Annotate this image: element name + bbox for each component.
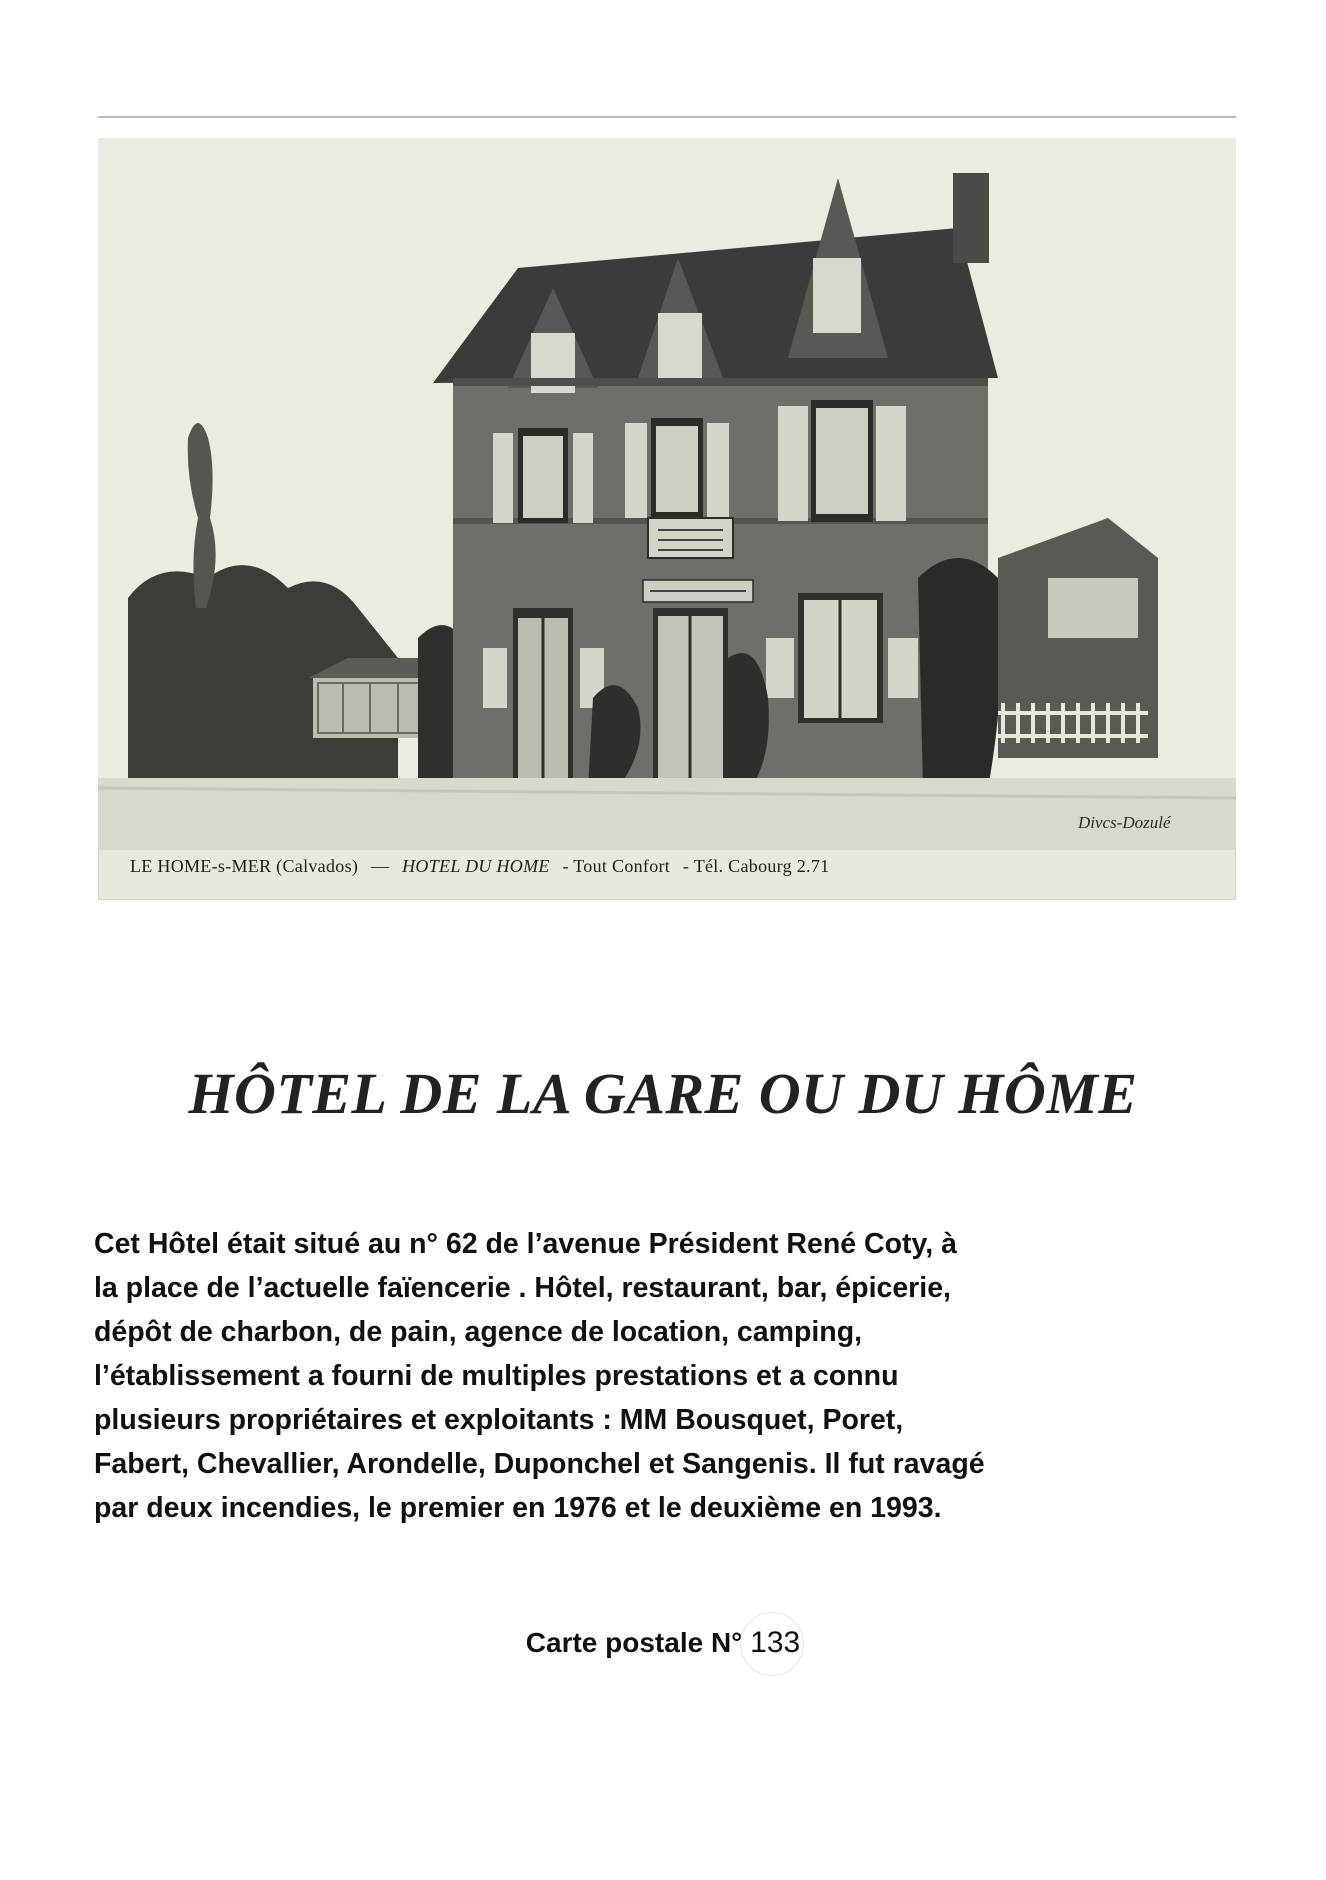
postcard-number-value: 133	[750, 1626, 801, 1659]
caption-comfort: - Tout Confort	[562, 856, 671, 876]
page-title: HÔTEL DE LA GARE OU DU HÔME	[188, 1061, 1138, 1126]
top-rule	[98, 116, 1236, 118]
postcard	[98, 138, 1236, 900]
body-line: Fabert, Chevallier, Arondelle, Duponchel et Sangenis. Il fut ravagé	[94, 1448, 985, 1480]
hotel-photo	[98, 138, 1236, 850]
postcard-number-label: Carte postale N°	[525, 1627, 743, 1658]
caption-hotel: HOTEL DU HOME	[402, 856, 550, 876]
body-line: la place de l’actuelle faïencerie . Hôtel, restaurant, bar, épicerie,	[94, 1272, 951, 1304]
postcard-caption	[130, 856, 1210, 886]
caption-place: LE HOME-s-MER (Calvados)	[130, 856, 359, 876]
caption-dash: —	[370, 856, 390, 876]
body-line: Cet Hôtel était situé au n° 62 de l’avenue Président René Coty, à	[94, 1228, 957, 1260]
body-paragraph	[94, 1222, 1254, 1530]
body-line: dépôt de charbon, de pain, agence de location, camping,	[94, 1316, 863, 1348]
postcard-number	[0, 1626, 1326, 1660]
body-line: l’établissement a fourni de multiples prestations et a connu	[94, 1360, 899, 1392]
body-line: plusieurs propriétaires et exploitants : MM Bousquet, Poret,	[94, 1404, 904, 1436]
caption-phone: - Tél. Cabourg 2.71	[682, 856, 830, 876]
publisher-mark: Divcs-Dozulé	[1078, 813, 1171, 832]
body-line: par deux incendies, le premier en 1976 et le deuxième en 1993.	[94, 1492, 942, 1524]
